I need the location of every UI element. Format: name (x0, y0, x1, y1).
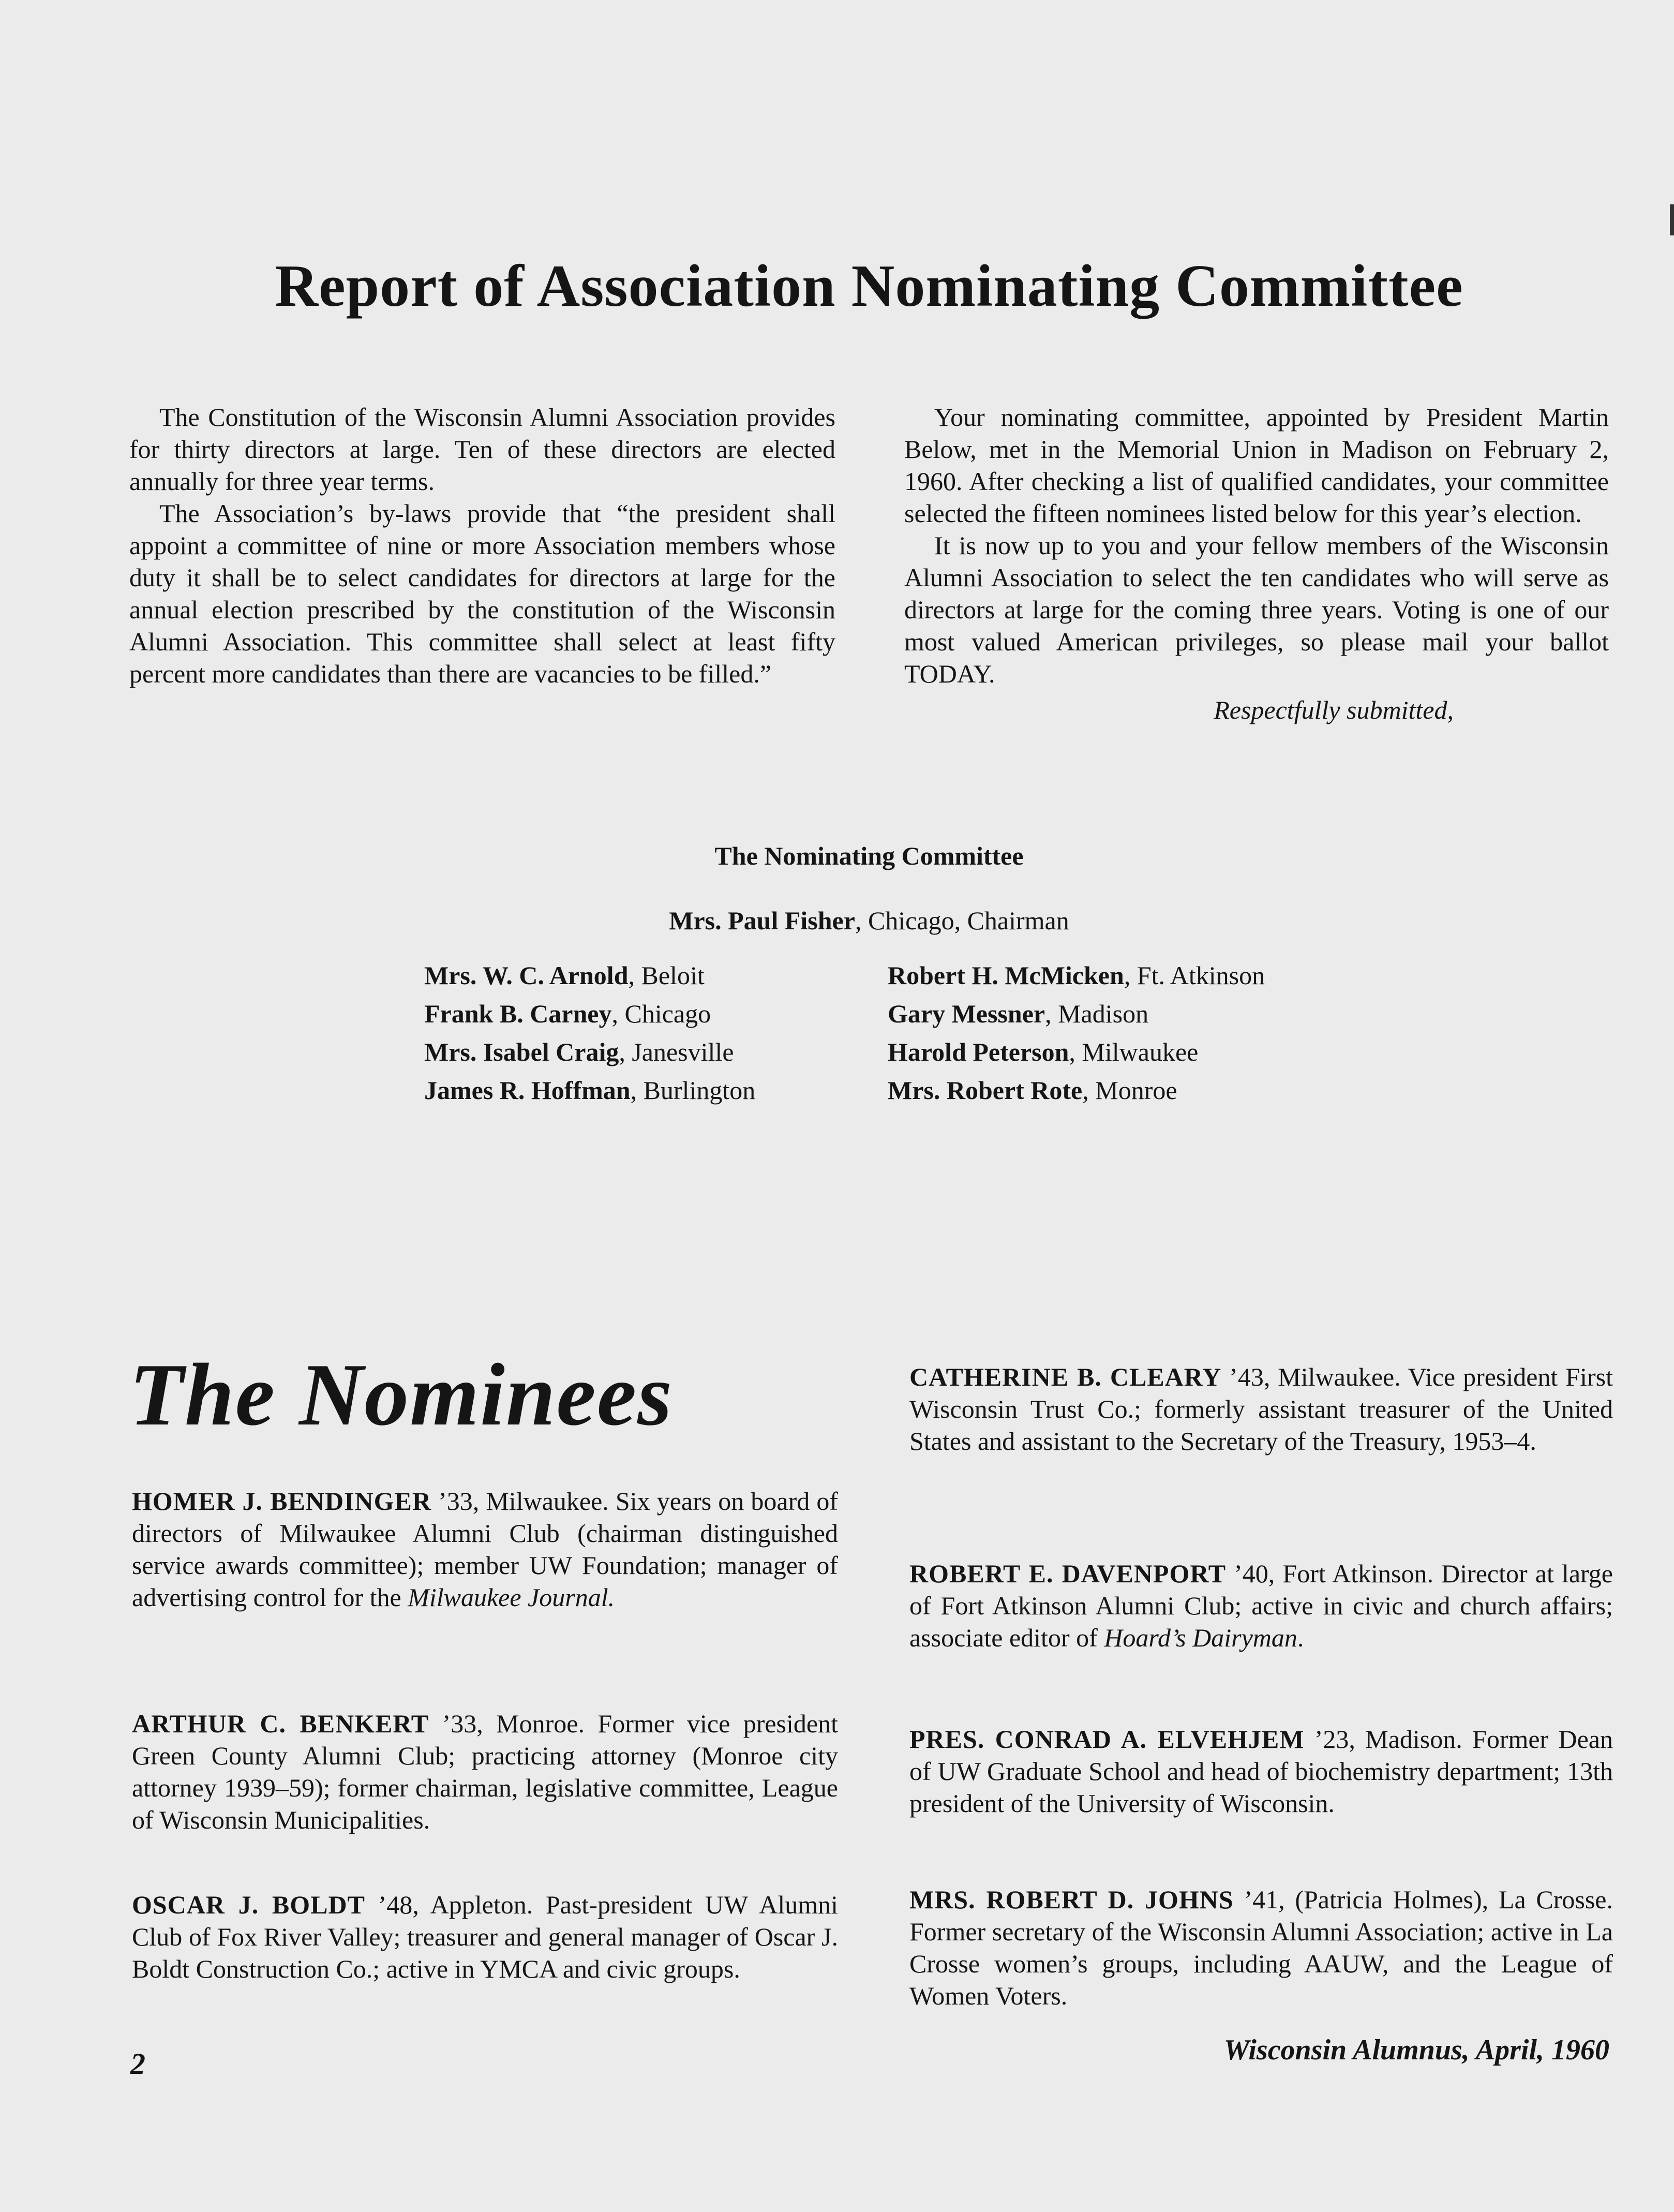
intro-paragraph: The Constitution of the Wisconsin Alumni Association provides for thirty directors at large. Ten of these directors are elected annually for three year terms. (129, 403, 835, 496)
nominee-bio: ’33, Milwaukee. Six years on board of directors of Milwaukee Alumni Club (chairman distinguished service awards committee); member UW Foundation; manager of advertising control for the (132, 1487, 839, 1612)
member-city: , Beloit (628, 961, 705, 990)
nominee-bio: ’43, Milwaukee. Vice president First Wisconsin Trust Co.; formerly assistant treasurer of the United States and assistant to the Secretary of the Treasury, 1953–4. (909, 1362, 1613, 1456)
nominee-bio: ’33, Monroe. Former vice president Green County Alumni Club; practicing attorney (Monroe city attorney 1939–59); former chairman, legislative committee, League of Wisconsin Municipalities. (132, 1709, 838, 1834)
nominee-name: CATHERINE B. CLEARY (909, 1362, 1222, 1391)
intro-left-column (129, 401, 835, 690)
member-name: Gary Messner (888, 999, 1045, 1028)
nominee-italic: Milwaukee Journal. (408, 1583, 615, 1612)
member-name: Frank B. Carney (424, 999, 612, 1028)
member-city: , Janesville (619, 1037, 734, 1066)
nominee-entry (909, 1557, 1613, 1654)
committee-members-left (424, 956, 755, 1109)
page-edge-mark (1670, 204, 1674, 235)
committee-member (888, 1071, 1265, 1109)
member-name: Robert H. McMicken (888, 961, 1124, 990)
nominee-name: ARTHUR C. BENKERT (132, 1709, 429, 1738)
committee-member (888, 956, 1265, 994)
chair-detail: , Chicago, Chairman (855, 906, 1069, 935)
nominee-entry (132, 1889, 838, 1985)
member-city: , Monroe (1082, 1076, 1177, 1105)
member-name: James R. Hoffman (424, 1076, 631, 1105)
page-number: 2 (130, 2047, 145, 2081)
nominee-name: MRS. ROBERT D. JOHNS (909, 1885, 1234, 1914)
chair-name: Mrs. Paul Fisher (669, 906, 855, 935)
committee-chair (517, 905, 1221, 936)
member-name: Mrs. W. C. Arnold (424, 961, 629, 990)
member-name: Harold Peterson (888, 1037, 1069, 1066)
signoff: Respectfully submitted, (1214, 695, 1454, 724)
committee-member (424, 1071, 755, 1109)
nominee-bio: ’48, Appleton. Past-president UW Alumni Club of Fox River Valley; treasurer and general manager of Oscar J. Boldt Construction Co.; active in YMCA and civic groups. (132, 1890, 838, 1983)
committee-member (424, 994, 755, 1033)
nominee-entry (909, 1361, 1613, 1457)
nominee-bio: ’41, (Patricia Holmes), La Crosse. Former secretary of the Wisconsin Alumni Association; active in La Crosse women’s groups, including AAUW, and the League of Women Voters. (909, 1885, 1613, 2010)
committee-member (888, 1033, 1265, 1071)
committee-member (424, 1033, 755, 1071)
nominee-name: ROBERT E. DAVENPORT (909, 1559, 1227, 1588)
nominee-italic: Hoard’s Dairyman (1104, 1623, 1297, 1652)
nominee-entry (909, 1883, 1613, 2012)
committee-members-right (888, 956, 1265, 1109)
nominee-bio: ’23, Madison. Former Dean of UW Graduate School and head of biochemistry department; 13th president of the University of Wisconsin. (909, 1725, 1613, 1818)
nominee-name: PRES. CONRAD A. ELVEHJEM (909, 1725, 1305, 1754)
nominee-bio: ’40, Fort Atkinson. Director at large of Fort Atkinson Alumni Club; active in civic and church affairs; associate editor of (909, 1559, 1613, 1652)
committee-member (888, 994, 1265, 1033)
intro-paragraph: It is now up to you and your fellow members of the Wisconsin Alumni Association to select the ten candidates who will serve as directors at large for the coming three years. Voting is one of our most valued American privileges, so please mail your ballot TODAY. (904, 531, 1609, 688)
nominees-title: The Nominees (129, 1346, 674, 1444)
committee-member (424, 956, 755, 994)
nominee-entry (132, 1485, 838, 1613)
nominee-name: OSCAR J. BOLDT (132, 1890, 365, 1919)
member-name: Mrs. Isabel Craig (424, 1037, 619, 1066)
member-city: , Burlington (630, 1076, 756, 1105)
intro-right-column (904, 401, 1609, 726)
nominee-end: . (1297, 1623, 1304, 1652)
page-title: Report of Association Nominating Committee (275, 253, 1463, 319)
member-city: , Milwaukee (1069, 1037, 1199, 1066)
member-city: , Madison (1045, 999, 1149, 1028)
member-city: , Ft. Atkinson (1124, 961, 1265, 990)
committee-heading: The Nominating Committee (714, 841, 1024, 870)
intro-paragraph: Your nominating committee, appointed by President Martin Below, met in the Memorial Union in Madison on February 2, 1960. After checking a list of qualified candidates, your committee selected the fifteen nominees listed below for this year’s election. (904, 403, 1609, 528)
intro-paragraph: The Association’s by-laws provide that “the president shall appoint a committee of nine or more Association members whose duty it shall be to select candidates for directors at large for the annual election prescribed by the constitution of the Wisconsin Alumni Association. This committee shall select at least fifty percent more candidates than there are vacancies to be filled.” (129, 499, 835, 688)
nominee-entry (909, 1723, 1613, 1819)
member-city: , Chicago (611, 999, 711, 1028)
member-name: Mrs. Robert Rote (888, 1076, 1083, 1105)
footer-citation: Wisconsin Alumnus, April, 1960 (1223, 2034, 1609, 2066)
nominee-entry (132, 1708, 838, 1836)
nominee-name: HOMER J. BENDINGER (132, 1487, 431, 1516)
